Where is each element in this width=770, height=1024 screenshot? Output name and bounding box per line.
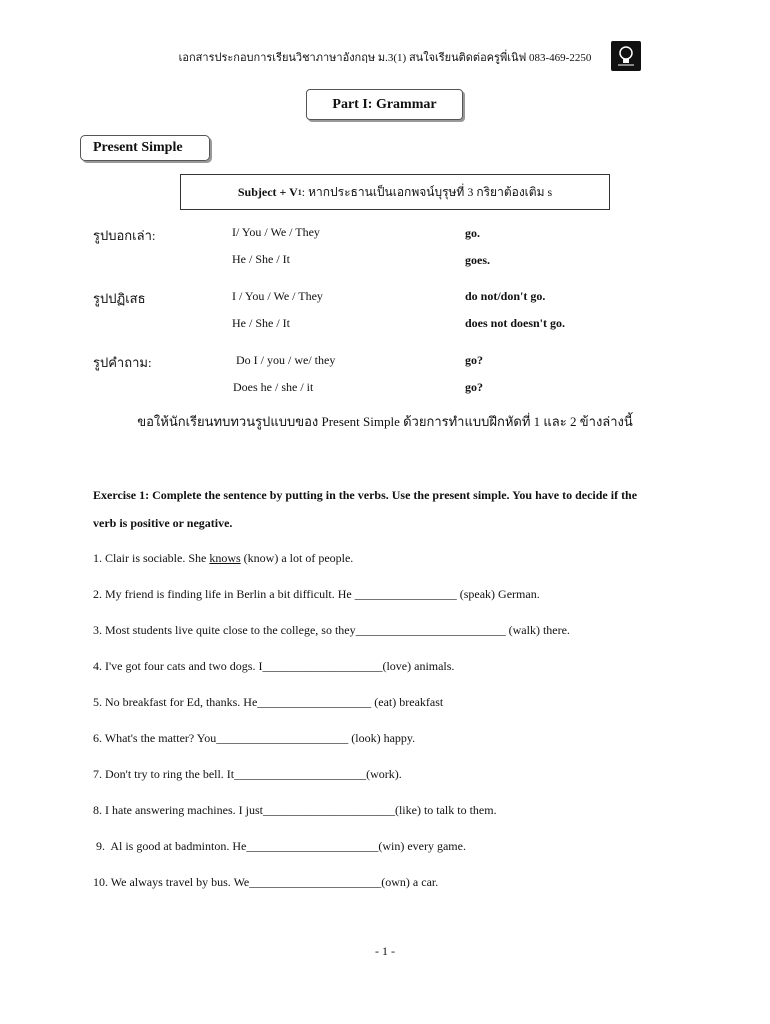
- question-10: 10. We always travel by bus. We______________________(own) a car.: [93, 875, 439, 889]
- section-title: Present Simple: [80, 135, 210, 161]
- question-text: 1. Clair is sociable. She: [93, 551, 210, 565]
- form-verb: goes.: [465, 253, 490, 267]
- form-verb: go.: [465, 226, 480, 240]
- lightbulb-logo-icon: [611, 41, 641, 71]
- question-3: 3. Most students live quite close to the college, so they_________________________ (walk) there.: [93, 623, 570, 637]
- exercise-title: Exercise 1: Complete the sentence by putting in the verbs. Use the present simple. You have to decide if the verb is positive or negative.: [93, 488, 638, 530]
- question-7: 7. Don't try to ring the bell. It______________________(work).: [93, 767, 402, 781]
- question-text: (know) a lot of people.: [240, 551, 354, 565]
- form-subject: I / You / We / They: [232, 289, 323, 303]
- form-verb: go?: [465, 380, 483, 394]
- question-1: [93, 551, 353, 566]
- form-verb: do not/don't go.: [465, 289, 546, 303]
- question-2: 2. My friend is finding life in Berlin a bit difficult. He _________________ (speak) German.: [93, 587, 540, 601]
- part-title: Part I: Grammar: [306, 89, 463, 120]
- page-number: - 1 -: [375, 944, 395, 958]
- question-8: 8. I hate answering machines. I just______________________(like) to talk to them.: [93, 803, 497, 817]
- form-subject: Does he / she / it: [233, 380, 314, 394]
- page-header: เอกสารประกอบการเรียนวิชาภาษาอังกฤษ ม.3(1) สนใจเรียนติดต่อครูพี่เนิฟ 083-469-2250: [178, 52, 592, 64]
- form-subject: I/ You / We / They: [232, 225, 320, 239]
- answer-text: knows: [209, 551, 241, 565]
- question-6: 6. What's the matter? You______________________ (look) happy.: [93, 731, 416, 745]
- question-5: 5. No breakfast for Ed, thanks. He___________________ (eat) breakfast: [93, 695, 444, 709]
- form-verb: go?: [465, 353, 483, 367]
- instruction: ขอให้นักเรียนทบทวนรูปแบบของ Present Simple ด้วยการทำแบบฝึกหัดที่ 1 และ 2 ข้างล่างนี้: [137, 414, 633, 429]
- form-subject: He / She / It: [232, 316, 290, 330]
- form-verb: does not doesn't go.: [465, 316, 566, 330]
- form-label-negative: รูปปฏิเสธ: [93, 291, 146, 306]
- form-subject: Do I / you / we/ they: [236, 353, 336, 367]
- form-label-affirmative: รูปบอกเล่า:: [93, 228, 156, 243]
- formula-subject: Subject + V: [237, 184, 298, 199]
- question-4: 4. I've got four cats and two dogs. I____________________(love) animals.: [93, 659, 455, 673]
- formula-subscript: 1: [297, 187, 302, 197]
- formula-box: [180, 174, 610, 210]
- form-label-question: รูปคำถาม:: [93, 355, 152, 370]
- question-9: 9. Al is good at badminton. He______________________(win) every game.: [93, 839, 466, 853]
- formula-rule: : หากประธานเป็นเอกพจน์บุรุษที่ 3 กริยาต้องเติม s: [301, 184, 553, 199]
- form-subject: He / She / It: [232, 252, 290, 266]
